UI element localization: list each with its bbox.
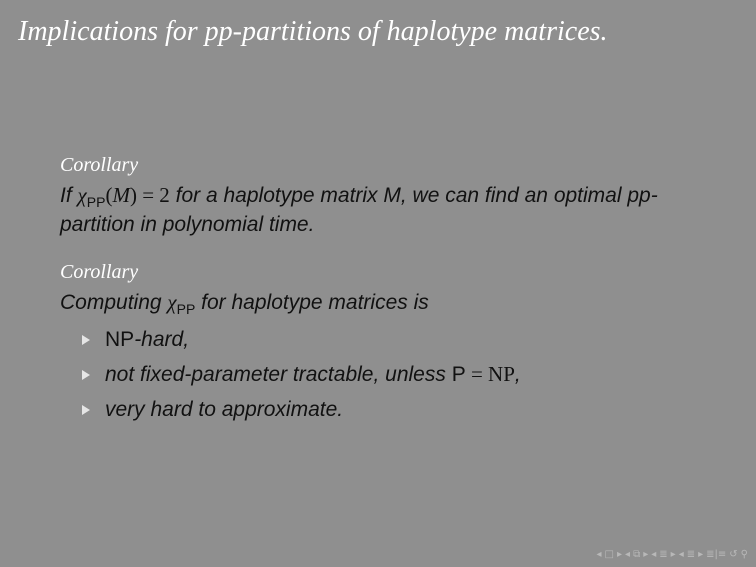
nav-toc-icon[interactable]: ≣|≡ [706, 549, 727, 560]
chi-subscript: PP [86, 194, 106, 210]
nav-prev-section-icon[interactable]: ◂ [678, 549, 684, 560]
nav-prev-section-icon[interactable]: ◂ [651, 549, 657, 560]
triangle-bullet-icon [82, 405, 90, 415]
nav-next-frame-icon[interactable]: ▸ [617, 549, 623, 560]
text-fragment: Computing [60, 291, 168, 314]
text-fragment: for haplotype matrices is [195, 291, 429, 314]
nav-search-icon[interactable]: ⚲ [740, 549, 748, 560]
list-item: not fixed-parameter tractable, unless P = NP, [60, 357, 730, 392]
list-item: very hard to approximate. [60, 392, 730, 427]
chi-symbol: $\chi_{PP}$ [167, 290, 196, 317]
corollary-text [60, 288, 730, 318]
corollary-heading: Corollary [60, 261, 139, 283]
text-fragment: If [60, 184, 72, 207]
slide-title: Implications for pp-partitions of haplotype matrices. [18, 16, 608, 47]
nav-next-subsection-icon[interactable]: ▸ [643, 549, 649, 560]
nav-prev-frame-icon[interactable]: ◂ [596, 549, 602, 560]
triangle-bullet-icon [82, 335, 90, 345]
corollary-block-2 [60, 260, 730, 427]
nav-next-section-icon[interactable]: ▸ [670, 549, 676, 560]
beamer-navigation-bar [597, 549, 748, 561]
nav-frame-icon[interactable]: □ [604, 549, 614, 560]
nav-back-icon[interactable]: ↺ [729, 549, 738, 560]
nav-section-icon[interactable]: ≣ [659, 549, 668, 560]
nav-subsection-icon[interactable]: ⧉ [633, 549, 641, 560]
corollary-text [60, 181, 730, 239]
nav-section-icon[interactable]: ≣ [686, 549, 696, 560]
nav-prev-subsection-icon[interactable]: ◂ [625, 549, 631, 560]
nav-next-section-icon[interactable]: ▸ [698, 549, 704, 560]
corollary-heading: Corollary [60, 154, 139, 176]
bullet-list [60, 322, 730, 427]
triangle-bullet-icon [82, 370, 90, 380]
list-item: NP-hard, [60, 322, 730, 357]
chi-symbol: $\chi_{PP}(M) = 2$ [77, 183, 170, 210]
chi-subscript: PP [176, 301, 196, 317]
corollary-block-1 [60, 153, 730, 239]
text-fragment: for a haplotype matrix M, we can find an optimal pp-partition in polynomial time. [60, 184, 658, 236]
